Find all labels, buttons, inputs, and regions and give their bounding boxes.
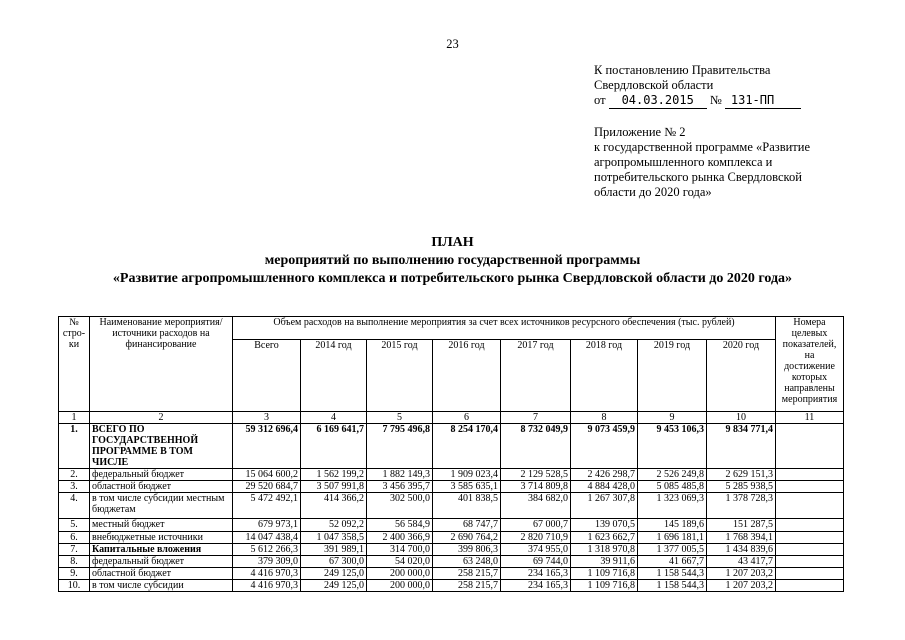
program-name: «Развитие агропромышленного комплекса и потребительского рынка Свердловской области до 2020 года» [112, 271, 793, 286]
resolution-date: 04.03.2015 [609, 93, 707, 109]
row-value: 249 125,0 [301, 568, 367, 580]
header-year: 2016 год [433, 340, 501, 412]
row-value: 401 838,5 [433, 493, 501, 519]
row-value: 2 426 298,7 [571, 469, 638, 481]
row-value: 7 795 496,8 [367, 424, 433, 469]
row-targets [776, 519, 844, 532]
column-number-row [59, 412, 844, 424]
row-number: 1. [59, 424, 90, 469]
row-name: Капитальные вложения [90, 544, 233, 556]
plan-title: ПЛАН [431, 235, 474, 250]
column-number: 9 [638, 412, 707, 424]
row-value: 1 434 839,6 [707, 544, 776, 556]
header-name: Наименование мероприятия/ источники расходов на финансирование [90, 317, 233, 412]
row-name: внебюджетные источники [90, 532, 233, 544]
header-year: 2020 год [707, 340, 776, 412]
plan-subtitle: мероприятий по выполнению государственной программы [264, 253, 641, 268]
row-name: в том числе субсидии [90, 580, 233, 592]
row-targets [776, 580, 844, 592]
row-value: 1 768 394,1 [707, 532, 776, 544]
row-value: 234 165,3 [501, 580, 571, 592]
header-year: 2019 год [638, 340, 707, 412]
row-value: 5 085 485,8 [638, 481, 707, 493]
appendix-line-3: агропромышленного комплекса и [594, 155, 773, 169]
row-targets [776, 481, 844, 493]
column-number: 6 [433, 412, 501, 424]
row-value: 2 690 764,2 [433, 532, 501, 544]
row-name: областной бюджет [90, 568, 233, 580]
row-targets [776, 469, 844, 481]
row-value: 234 165,3 [501, 568, 571, 580]
header-row-1 [59, 317, 844, 340]
row-value: 4 884 428,0 [571, 481, 638, 493]
row-name: в том числе субсидии местным бюджетам [90, 493, 233, 519]
table-row [59, 493, 844, 519]
row-value: 1 562 199,2 [301, 469, 367, 481]
row-value: 3 585 635,1 [433, 481, 501, 493]
header-targets: Номера целевых показателей, на достижение которых направлены мероприятия [776, 317, 844, 412]
row-value: 9 453 106,3 [638, 424, 707, 469]
column-number: 11 [776, 412, 844, 424]
row-value: 59 312 696,4 [233, 424, 301, 469]
row-value: 54 020,0 [367, 556, 433, 568]
column-number: 10 [707, 412, 776, 424]
row-number: 2. [59, 469, 90, 481]
row-value: 2 129 528,5 [501, 469, 571, 481]
row-value: 3 507 991,8 [301, 481, 367, 493]
table-row [59, 544, 844, 556]
row-number: 3. [59, 481, 90, 493]
table-row [59, 556, 844, 568]
row-number: 10. [59, 580, 90, 592]
row-value: 8 254 170,4 [433, 424, 501, 469]
row-value: 1 696 181,1 [638, 532, 707, 544]
row-value: 151 287,5 [707, 519, 776, 532]
row-value: 1 318 970,8 [571, 544, 638, 556]
row-value: 379 309,0 [233, 556, 301, 568]
header-year: 2018 год [571, 340, 638, 412]
row-value: 6 169 641,7 [301, 424, 367, 469]
row-value: 314 700,0 [367, 544, 433, 556]
row-name: областной бюджет [90, 481, 233, 493]
row-number: 6. [59, 532, 90, 544]
row-value: 67 300,0 [301, 556, 367, 568]
row-value: 43 417,7 [707, 556, 776, 568]
column-number: 7 [501, 412, 571, 424]
row-value: 374 955,0 [501, 544, 571, 556]
row-value: 1 623 662,7 [571, 532, 638, 544]
row-value: 56 584,9 [367, 519, 433, 532]
row-value: 8 732 049,9 [501, 424, 571, 469]
row-value: 41 667,7 [638, 556, 707, 568]
row-value: 200 000,0 [367, 580, 433, 592]
header-volume: Объем расходов на выполнение мероприятия за счет всех источников ресурсного обеспечения (тыс. рублей) [233, 317, 776, 340]
column-number: 3 [233, 412, 301, 424]
row-value: 3 456 395,7 [367, 481, 433, 493]
reference-line-2: Свердловской области [594, 78, 714, 92]
page-number: 23 [446, 37, 459, 51]
row-value: 9 073 459,9 [571, 424, 638, 469]
row-targets [776, 532, 844, 544]
row-value: 67 000,7 [501, 519, 571, 532]
row-targets [776, 556, 844, 568]
row-targets [776, 544, 844, 556]
row-value: 139 070,5 [571, 519, 638, 532]
row-targets [776, 424, 844, 469]
row-value: 39 911,6 [571, 556, 638, 568]
row-value: 258 215,7 [433, 568, 501, 580]
table-row [59, 424, 844, 469]
row-value: 391 989,1 [301, 544, 367, 556]
table-row [59, 568, 844, 580]
reference-date-line [594, 93, 801, 109]
appendix-line-5: области до 2020 года» [594, 185, 712, 199]
appendix-block [594, 125, 834, 200]
plan-table [58, 316, 844, 592]
row-value: 1 047 358,5 [301, 532, 367, 544]
row-value: 679 973,1 [233, 519, 301, 532]
row-value: 2 629 151,3 [707, 469, 776, 481]
row-name: федеральный бюджет [90, 556, 233, 568]
header-year: 2017 год [501, 340, 571, 412]
row-value: 200 000,0 [367, 568, 433, 580]
row-value: 63 248,0 [433, 556, 501, 568]
row-value: 15 064 600,2 [233, 469, 301, 481]
reference-line-1: К постановлению Правительства [594, 63, 771, 77]
row-value: 2 526 249,8 [638, 469, 707, 481]
row-value: 249 125,0 [301, 580, 367, 592]
column-number: 1 [59, 412, 90, 424]
header-year: 2015 год [367, 340, 433, 412]
row-value: 52 092,2 [301, 519, 367, 532]
header-year: 2014 год [301, 340, 367, 412]
row-value: 384 682,0 [501, 493, 571, 519]
resolution-number: 131-ПП [725, 93, 801, 109]
row-value: 1 207 203,2 [707, 568, 776, 580]
table-row [59, 519, 844, 532]
row-value: 2 400 366,9 [367, 532, 433, 544]
table-row [59, 580, 844, 592]
row-value: 145 189,6 [638, 519, 707, 532]
date-prefix: от [594, 93, 606, 107]
column-number: 4 [301, 412, 367, 424]
row-value: 69 744,0 [501, 556, 571, 568]
header-year: Всего [233, 340, 301, 412]
row-value: 3 714 809,8 [501, 481, 571, 493]
row-value: 4 416 970,3 [233, 580, 301, 592]
row-name: ВСЕГО ПО ГОСУДАРСТВЕННОЙ ПРОГРАММЕ В ТОМ ЧИСЛЕ [90, 424, 233, 469]
column-number: 2 [90, 412, 233, 424]
row-value: 14 047 438,4 [233, 532, 301, 544]
row-targets [776, 568, 844, 580]
column-number: 5 [367, 412, 433, 424]
row-value: 1 882 149,3 [367, 469, 433, 481]
row-value: 258 215,7 [433, 580, 501, 592]
row-value: 1 267 307,8 [571, 493, 638, 519]
row-value: 5 285 938,5 [707, 481, 776, 493]
row-value: 68 747,7 [433, 519, 501, 532]
row-value: 1 109 716,8 [571, 568, 638, 580]
row-value: 1 109 716,8 [571, 580, 638, 592]
row-targets [776, 493, 844, 519]
resolution-reference [594, 63, 801, 109]
row-value: 414 366,2 [301, 493, 367, 519]
row-value: 302 500,0 [367, 493, 433, 519]
row-name: федеральный бюджет [90, 469, 233, 481]
table-row [59, 469, 844, 481]
row-value: 5 612 266,3 [233, 544, 301, 556]
header-row-number: № стро-ки [59, 317, 90, 412]
row-value: 1 207 203,2 [707, 580, 776, 592]
row-value: 1 158 544,3 [638, 580, 707, 592]
row-value: 1 378 728,3 [707, 493, 776, 519]
appendix-line-2: к государственной программе «Развитие [594, 140, 810, 154]
row-value: 5 472 492,1 [233, 493, 301, 519]
row-value: 9 834 771,4 [707, 424, 776, 469]
row-value: 2 820 710,9 [501, 532, 571, 544]
column-number: 8 [571, 412, 638, 424]
row-value: 1 377 005,5 [638, 544, 707, 556]
row-value: 1 158 544,3 [638, 568, 707, 580]
table-row [59, 532, 844, 544]
row-value: 399 806,3 [433, 544, 501, 556]
row-number: 8. [59, 556, 90, 568]
appendix-line-4: потребительского рынка Свердловской [594, 170, 802, 184]
appendix-line-1: Приложение № 2 [594, 125, 686, 139]
row-number: 7. [59, 544, 90, 556]
number-prefix: № [709, 93, 722, 107]
row-value: 4 416 970,3 [233, 568, 301, 580]
row-value: 1 323 069,3 [638, 493, 707, 519]
row-number: 4. [59, 493, 90, 519]
row-value: 1 909 023,4 [433, 469, 501, 481]
row-value: 29 520 684,7 [233, 481, 301, 493]
row-number: 5. [59, 519, 90, 532]
row-name: местный бюджет [90, 519, 233, 532]
row-number: 9. [59, 568, 90, 580]
table-row [59, 481, 844, 493]
